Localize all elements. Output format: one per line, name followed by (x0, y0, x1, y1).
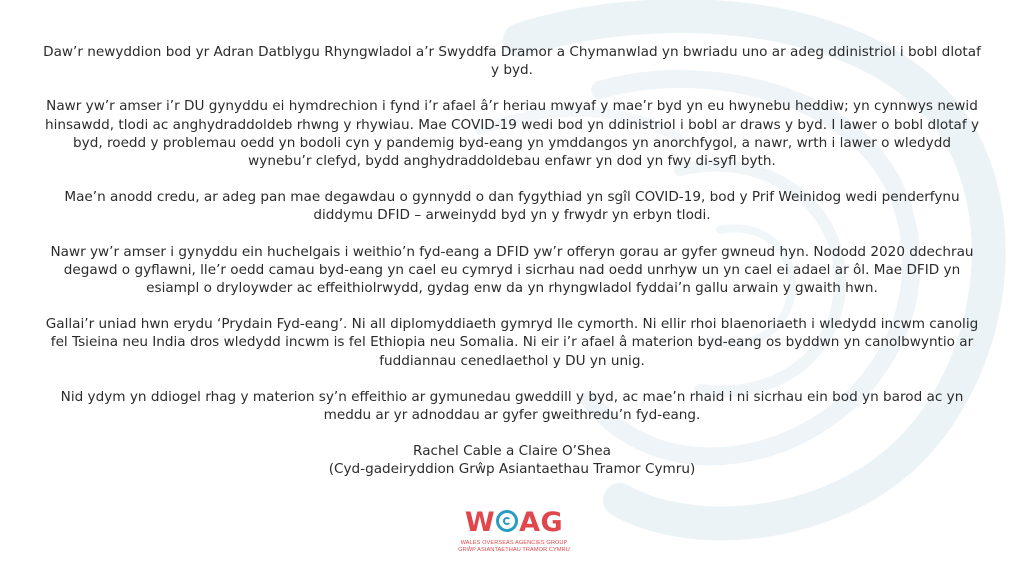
logo-wordmark (449, 507, 579, 539)
paragraph-4: Nawr yw’r amser i gynyddu ein huchelgais i weithio’n fyd-eang a DFID yw’r offeryn gorau ar gyfer gwneud hyn. Nododd 2020 ddechrau degawd o gyflawni, lle’r oedd camau byd-eang yn cael eu cymryd i sicrhau nad oedd unrhyw un yn cael ei adael ar ôl. Mae DFID yn esiampl o dryloywder ac effeithiolrwydd, gydag enw da yn rhyngwladol fyddai’n gallu arwain y gwaith hwn. (50, 243, 974, 297)
logo-subtitle-english: WALES OVERSEAS AGENCIES GROUP (460, 540, 568, 546)
letter-body (40, 43, 984, 479)
logo-ring-icon (496, 510, 518, 532)
paragraph-2: Nawr yw’r amser i’r DU gynyddu ei hymdrechion i fynd i’r afael â’r heriau mwyaf y mae’r byd yn eu hwynebu heddiw; yn cynnwys newid hinsawdd, tlodi ac anghydraddoldeb rhwng y rhywiau. Mae COVID-19 wedi bod yn ddinistriol i bobl ar draws y byd. I lawer o bobl dlotaf y byd, roedd y problemau oedd yn bodoli cyn y pandemig byd-eang yn ymddangos yn anorchfygol, a nawr, wrth i lawer o wledydd wynebu’r clefyd, bydd anghydraddoldebau enfawr yn dod yn fwy di-syfl byth. (44, 98, 980, 170)
signature-role: (Cyd-gadeiryddion Grŵp Asiantaethau Tramor Cymru) (328, 461, 696, 478)
paragraph-3: Mae’n anodd credu, ar adeg pan mae degawdau o gynnydd o dan fygythiad yn sgîl COVID-19, bod y Prif Weinidog wedi penderfynu diddymu DFID – arweinydd byd yn y frwydr yn erbyn tlodi. (64, 189, 960, 224)
paragraph-1: Daw’r newyddion bod yr Adran Datblygu Rhyngwladol a’r Swyddfa Dramor a Chymanwlad yn bwriadu uno ar adeg ddinistriol i bobl dlotaf y byd. (43, 44, 981, 79)
signature-names: Rachel Cable a Claire O’Shea (413, 443, 611, 460)
paragraph-5: Gallai’r uniad hwn erydu ‘Prydain Fyd-eang’. Ni all diplomyddiaeth gymryd lle cymorth. Ni ellir rhoi blaenoriaeth i wledydd incwm canolig fel Tsieina neu India dros wledydd incwm is fel Ethiopia neu Somalia. Ni eir i’r afael â materion byd-eang os byddwn yn canolbwyntio ar fuddiannau cenedlaethol y DU yn unig. (45, 316, 979, 369)
woag-logo (449, 507, 589, 563)
logo-subtitle-welsh: GRŴP ASIANTAETHAU TRAMOR CYMRU (458, 547, 570, 553)
logo-letter-w: W (464, 507, 496, 538)
logo-letters-ag: AG (519, 507, 564, 538)
paragraph-6: Nid ydym yn ddiogel rhag y materion sy’n effeithio ar gymunedau gweddill y byd, ac mae’n rhaid i ni sicrhau ein bod yn barod ac yn meddu ar yr adnoddau ar gyfer gweithredu’n fyd-eang. (60, 388, 964, 424)
